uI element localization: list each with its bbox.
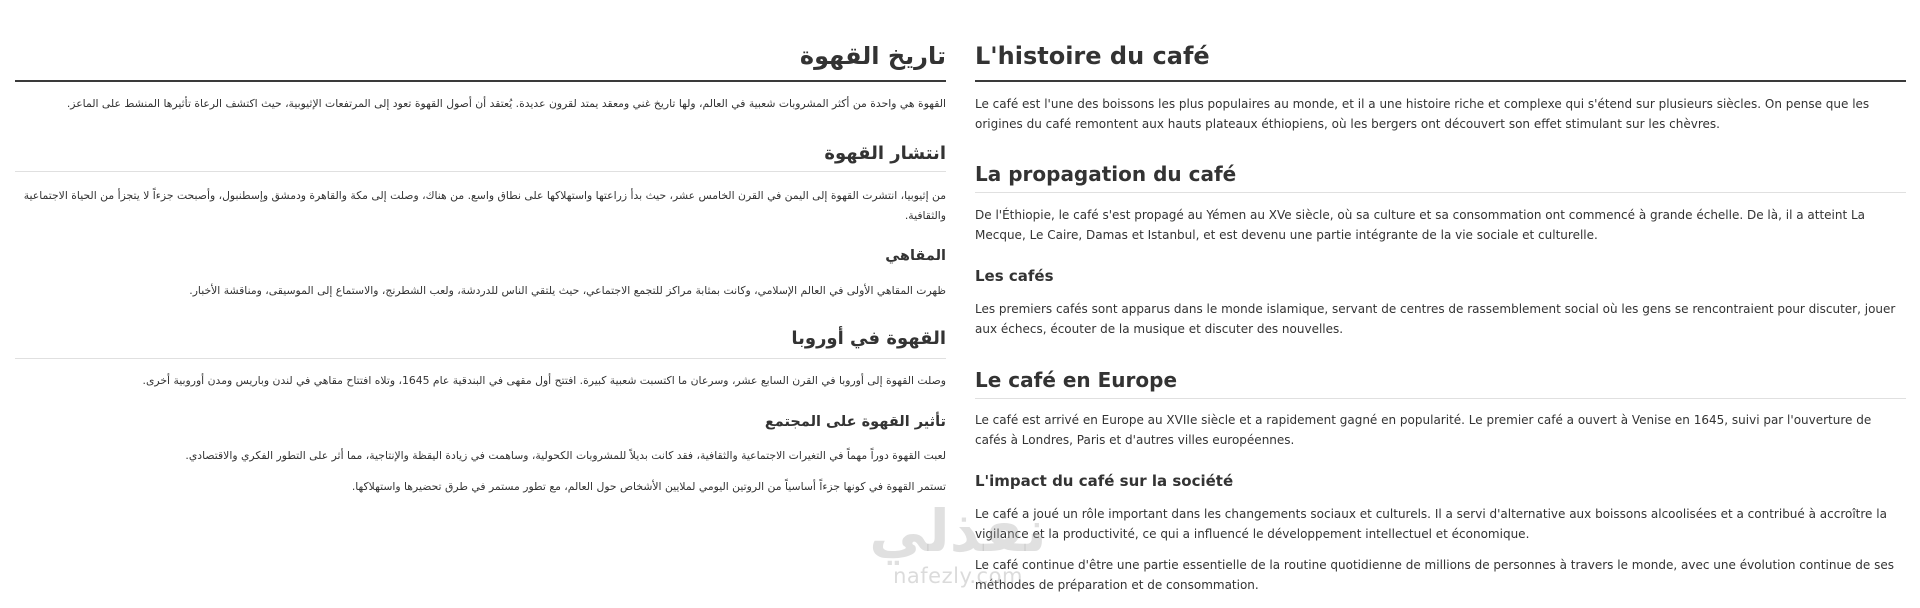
arabic-spread-divider xyxy=(15,171,946,172)
arabic-europe-text: وصلت القهوة إلى أوروبا في القرن السابع عشر، وسرعان ما اكتسبت شعبية كبيرة. افتتح أول مقهى في البندقية عام 1645، وتلاه افتتاح مقاهي في لندن وباريس ومدن أوروبية أخرى. xyxy=(142,374,946,387)
arabic-intro: القهوة هي واحدة من أكثر المشروبات شعبية في العالم، ولها تاريخ غني ومعقد يمتد لقرون عديدة. يُعتقد أن أصول القهوة تعود إلى المرتفعات الإثيوبية، حيث اكتشف الرعاة تأثيرها المنشط على الماعز. xyxy=(66,97,946,110)
french-title-divider xyxy=(975,80,1906,82)
arabic-impact-heading: تأثير القهوة على المجتمع xyxy=(764,414,946,430)
watermark-logo: نفذلي xyxy=(869,497,1047,565)
arabic-title-divider xyxy=(15,80,946,82)
arabic-title: تاريخ القهوة xyxy=(799,42,946,70)
french-intro: Le café est l'une des boissons les plus populaires au monde, et il a une histoire riche et complexe qui s'étend sur plusieurs siècles. On pense que les origines du café remontent aux hauts plateaux éthiopiens, où les bergers ont découvert son effet stimulant sur les chèvres. xyxy=(975,97,1870,131)
watermark-url: nafezly.com xyxy=(893,564,1023,588)
arabic-impact-text-2: تستمر القهوة في كونها جزءاً أساسياً من الروتين اليومي لملايين الأشخاص حول العالم، مع تطور مستمر في طرق تحضيرها واستهلاكها. xyxy=(351,480,946,493)
french-europe-heading: Le café en Europe xyxy=(975,368,1178,392)
arabic-cafes-text: ظهرت المقاهي الأولى في العالم الإسلامي، وكانت بمثابة مراكز للتجمع الاجتماعي، حيث يلتقي الناس للدردشة، ولعب الشطرنج، والاستماع إلى الموسيقى، ومناقشة الأخبار. xyxy=(189,284,946,297)
french-title: L'histoire du café xyxy=(975,42,1210,70)
arabic-europe-heading: القهوة في أوروبا xyxy=(791,328,946,349)
arabic-europe-divider xyxy=(15,358,946,359)
french-spread-text: De l'Éthiopie, le café s'est propagé au Yémen au XVe siècle, où sa culture et sa consommation ont commencé à grande échelle. De là, il a atteint La Mecque, Le Caire, Damas et Istanbul, et est devenu une partie intégrante de la vie sociale et culturelle. xyxy=(975,208,1866,242)
french-impact-text-1: Le café a joué un rôle important dans les changements sociaux et culturels. Il a servi d'alternative aux boissons alcoolisées et a contribué à accroître la vigilance et la productivité, ce qui a influencé le développement intellectuel et économique. xyxy=(975,507,1887,541)
french-europe-text: Le café est arrivé en Europe au XVIIe siècle et a rapidement gagné en popularité. Le premier café a ouvert à Venise en 1645, suivi par l'ouverture de cafés à Londres, Paris et d'autres villes européennes. xyxy=(975,413,1872,447)
arabic-cafes-heading: المقاهي xyxy=(885,248,946,264)
french-spread-heading: La propagation du café xyxy=(975,162,1237,186)
arabic-spread-text: من إثيوبيا، انتشرت القهوة إلى اليمن في القرن الخامس عشر، حيث بدأ زراعتها واستهلاكها على نطاق واسع. من هناك، وصلت إلى مكة والقاهرة ودمشق وإسطنبول، وأصبحت جزءاً لا يتجزأ من الحياة الاجتماعية والثقافية. xyxy=(23,189,946,222)
arabic-spread-heading: انتشار القهوة xyxy=(824,143,946,164)
french-cafes-text: Les premiers cafés sont apparus dans le monde islamique, servant de centres de rassemblement social où les gens se rencontraient pour discuter, jouer aux échecs, écouter de la musique et discuter des nouvelles. xyxy=(975,302,1896,336)
french-europe-divider xyxy=(975,398,1906,399)
arabic-impact-text-1: لعبت القهوة دوراً مهماً في التغيرات الاجتماعية والثقافية، فقد كانت بديلاً للمشروبات الكحولية، وساهمت في زيادة اليقظة والإنتاجية، مما أثر على التطور الفكري والاقتصادي. xyxy=(185,449,946,462)
french-cafes-heading: Les cafés xyxy=(975,267,1054,285)
french-impact-heading: L'impact du café sur la société xyxy=(975,472,1234,490)
french-impact-text-2: Le café continue d'être une partie essentielle de la routine quotidienne de millions de personnes à travers le monde, avec une évolution continue de ses méthodes de préparation et de consommation. xyxy=(975,558,1894,592)
french-spread-divider xyxy=(975,192,1906,193)
